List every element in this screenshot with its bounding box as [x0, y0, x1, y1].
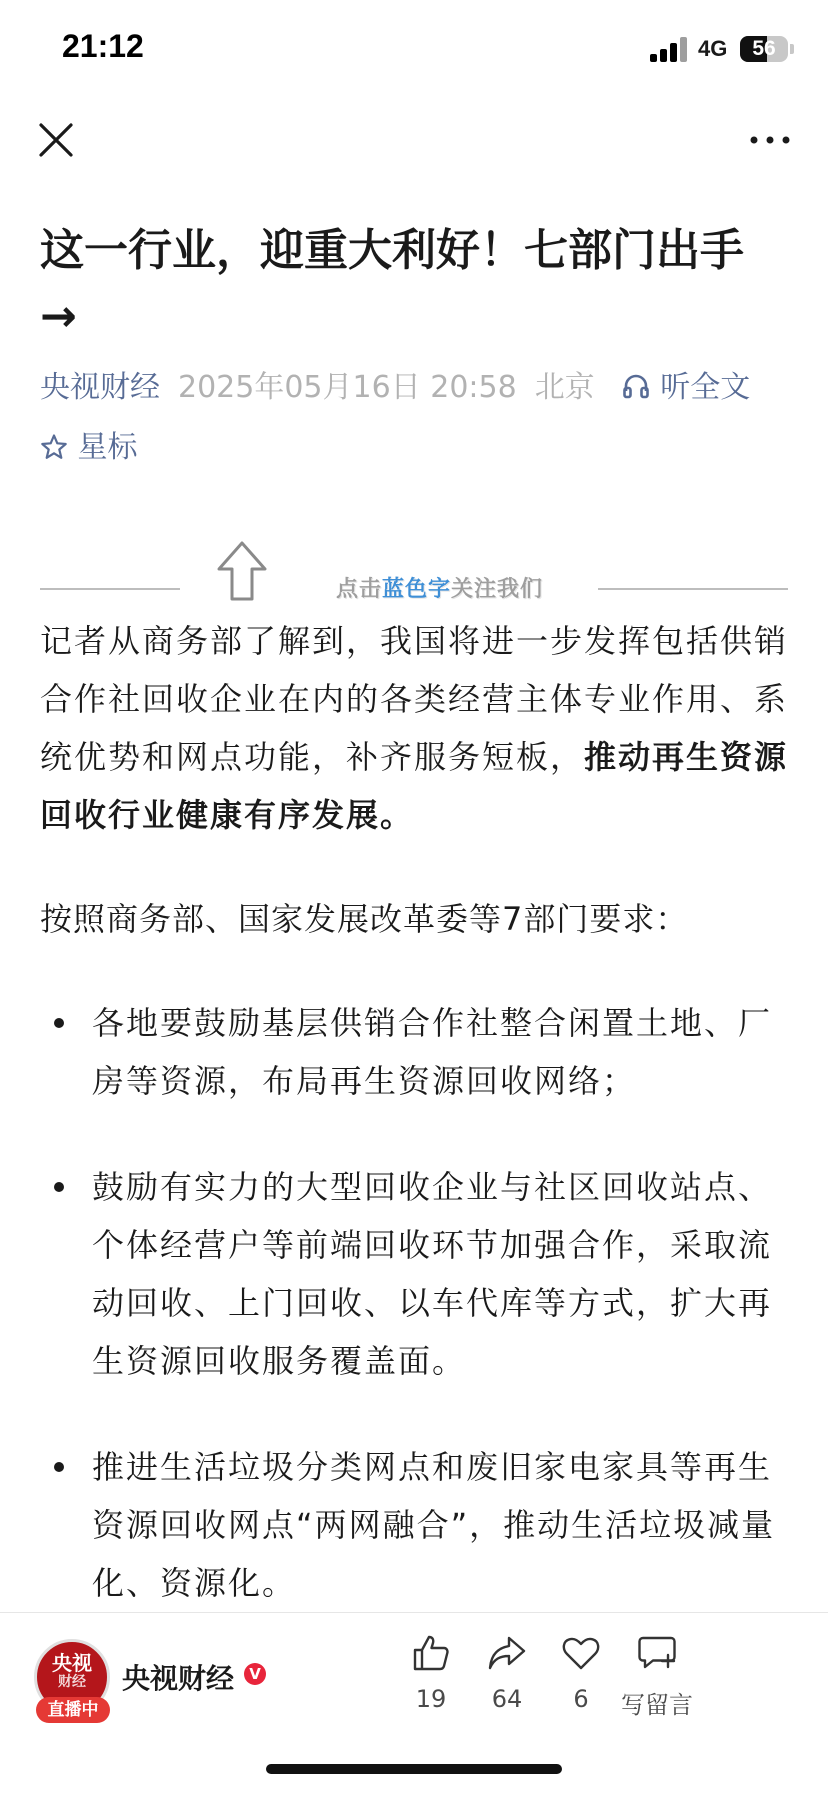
- article-body: [40, 612, 790, 1612]
- status-time: 21:12: [62, 28, 144, 64]
- list-item: 鼓励有实力的大型回收企业与社区回收站点、个体经营户等前端回收环节加强合作，采取流动回收、上门回收、以车代库等方式，扩大再生资源回收服务覆盖面。: [40, 1158, 790, 1390]
- requirements-list: [40, 994, 790, 1612]
- account-link[interactable]: 央视财经: [40, 370, 160, 405]
- article-meta: [40, 368, 800, 408]
- live-badge: 直播中: [36, 1697, 110, 1723]
- home-indicator: [266, 1764, 562, 1774]
- listen-label: 听全文: [660, 370, 751, 405]
- headphones-icon: [621, 371, 651, 401]
- publish-location: 北京: [534, 370, 595, 405]
- favorite-count: 6: [573, 1685, 589, 1713]
- battery-tip: [790, 44, 794, 54]
- account-name[interactable]: 央视财经: [122, 1662, 235, 1695]
- avatar-logo-line2: 财经: [58, 1674, 86, 1690]
- share-count: 64: [491, 1685, 523, 1713]
- avatar-logo-line1: 央视: [52, 1651, 92, 1675]
- paragraph-1-text: 记者从商务部了解到，我国将进一步发挥包括供销合作社回收企业在内的各类经营主体专业作用、系统优势和网点功能，补齐服务短板，: [40, 622, 789, 776]
- network-type: 4G: [698, 36, 728, 61]
- status-bar: [0, 0, 828, 100]
- list-item: 各地要鼓励基层供销合作社整合闲置土地、厂房等资源，布局再生资源回收网络；: [40, 994, 790, 1110]
- listen-button[interactable]: [621, 370, 751, 405]
- verified-badge: V: [244, 1663, 266, 1685]
- heart-icon: [561, 1633, 601, 1673]
- comment-icon: [636, 1633, 678, 1673]
- share-icon: [487, 1633, 527, 1673]
- close-icon: [36, 120, 76, 160]
- comment-button[interactable]: [612, 1633, 702, 1720]
- star-button[interactable]: [40, 428, 138, 468]
- comment-label: 写留言: [621, 1691, 693, 1719]
- more-button[interactable]: [748, 120, 792, 160]
- follow-suffix: 关注我们: [451, 577, 544, 602]
- battery-level: 56: [752, 37, 776, 60]
- star-label: 星标: [77, 430, 138, 465]
- publish-date: 2025年05月16日 20:58: [178, 370, 517, 405]
- paragraph-2: 按照商务部、国家发展改革委等7部门要求：: [40, 900, 689, 938]
- star-icon: [40, 433, 68, 461]
- follow-highlight: 蓝色字: [382, 577, 452, 602]
- list-item: 推进生活垃圾分类网点和废旧家电家具等再生资源回收网点“两网融合”，推动生活垃圾减量化、资源化。: [40, 1438, 790, 1612]
- top-nav: [0, 100, 828, 180]
- divider-right: [598, 588, 788, 590]
- follow-prompt: [336, 572, 543, 603]
- close-button[interactable]: [36, 120, 76, 160]
- more-icon: [748, 120, 792, 160]
- battery-icon: [740, 36, 788, 62]
- paragraph-1-bold: 推动再生资源回收行业健康有序发展。: [40, 738, 789, 834]
- divider-left: [40, 588, 180, 590]
- follow-prefix: 点击: [336, 577, 383, 602]
- up-arrow-icon: [216, 540, 268, 602]
- thumbs-up-icon: [411, 1633, 451, 1673]
- like-count: 19: [415, 1685, 447, 1713]
- paragraph-1: [40, 612, 790, 844]
- signal-icon: [650, 36, 690, 62]
- article-title: 这一行业，迎重大利好！七部门出手→: [40, 225, 744, 342]
